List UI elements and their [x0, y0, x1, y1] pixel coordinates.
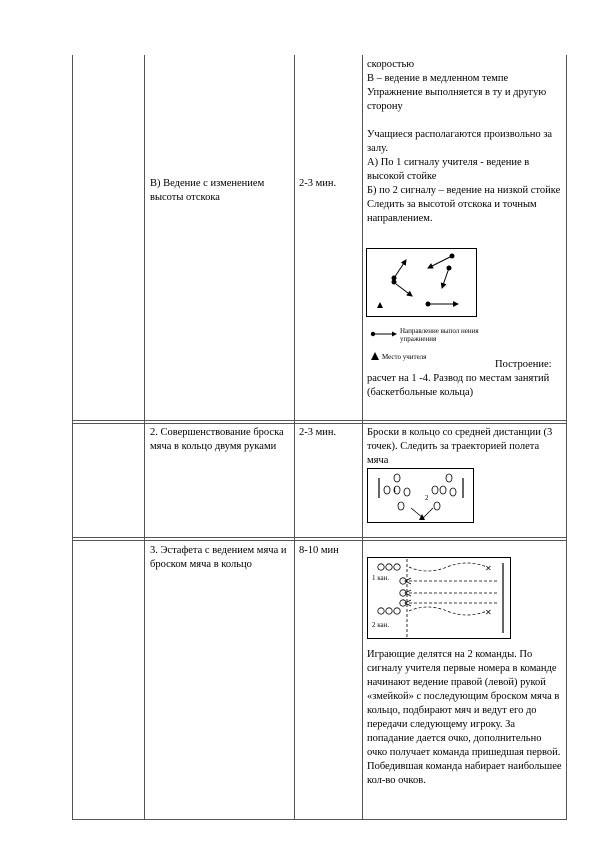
row1-description-top	[367, 58, 562, 226]
row1-exercise-name: В) Ведение с изменением высоты отскока	[150, 178, 265, 203]
dribbling-diagram	[366, 248, 478, 318]
row3-duration: 8-10 мин	[299, 545, 339, 556]
row-divider-1b	[72, 423, 567, 424]
svg-text:✕: ✕	[485, 608, 492, 617]
table-border-right	[566, 55, 567, 820]
table-border-col1	[144, 55, 145, 820]
text-line: Следить за высотой отскока и точным направлением.	[367, 199, 537, 224]
table-border-bottom	[72, 819, 567, 820]
row-divider-2	[72, 537, 567, 538]
text-line: Б) по 2 сигналу – ведение на низкой стойке	[367, 185, 561, 196]
row2-description: Броски в кольцо со средней дистанции (3 точек). Следить за траекторией полета мяча	[367, 427, 553, 466]
diagram-label-2: 2	[425, 494, 429, 502]
text-line: скоростью	[367, 59, 415, 70]
row1-description-bottom: расчет на 1 -4. Развод по местам занятий (баскетбольные кольца)	[367, 373, 550, 398]
row2-exercise-name: 2. Совершенствование броска мяча в кольцо двумя руками	[150, 427, 284, 452]
row3-description: Играющие делятся на 2 команды. По сигналу учителя первые номера в команде начинают ведение правой (левой) рукой «змейкой» с последующим броском мяча в кольцо, подбирают мяч и ведут его до передачи следующему игроку. За попадание дается очко, дополнительно очко получает команда пришедшая первой. Победившая команда набирает наибольшее кол-во очков.	[367, 649, 562, 786]
legend-teacher-label: Место учителя	[382, 353, 427, 361]
diagram-label-1: 1	[393, 486, 397, 494]
svg-text:✕: ✕	[485, 564, 492, 573]
row2-duration: 2-3 мин.	[299, 427, 337, 438]
table-border-left	[72, 55, 73, 820]
row-divider-1	[72, 420, 567, 421]
text-line: В – ведение в медленном темпе	[367, 73, 509, 84]
team-label-2: 2 кан.	[372, 621, 390, 629]
text-line: Упражнение выполняется в ту и другую сторону	[367, 87, 547, 112]
row-divider-2b	[72, 540, 567, 541]
table-border-col3	[362, 55, 363, 820]
row1-duration: 2-3 мин.	[299, 178, 337, 189]
table-border-col2	[294, 55, 295, 820]
build-label: Построение:	[495, 359, 552, 370]
legend-arrow-label: Направление выпол нения упражнения	[400, 327, 479, 343]
text-line: А) По 1 сигналу учителя - ведение в высокой стойке	[367, 157, 530, 182]
team-label-1: 1 кан.	[372, 574, 390, 582]
shooting-diagram	[367, 468, 475, 524]
text-line: Учащиеся располагаются произвольно за залу.	[367, 129, 553, 154]
arrow-legend-icon	[370, 331, 398, 337]
teacher-legend-icon	[371, 352, 379, 360]
row3-exercise-name: 3. Эстафета с ведением мяча и броском мяча в кольцо	[150, 545, 287, 570]
